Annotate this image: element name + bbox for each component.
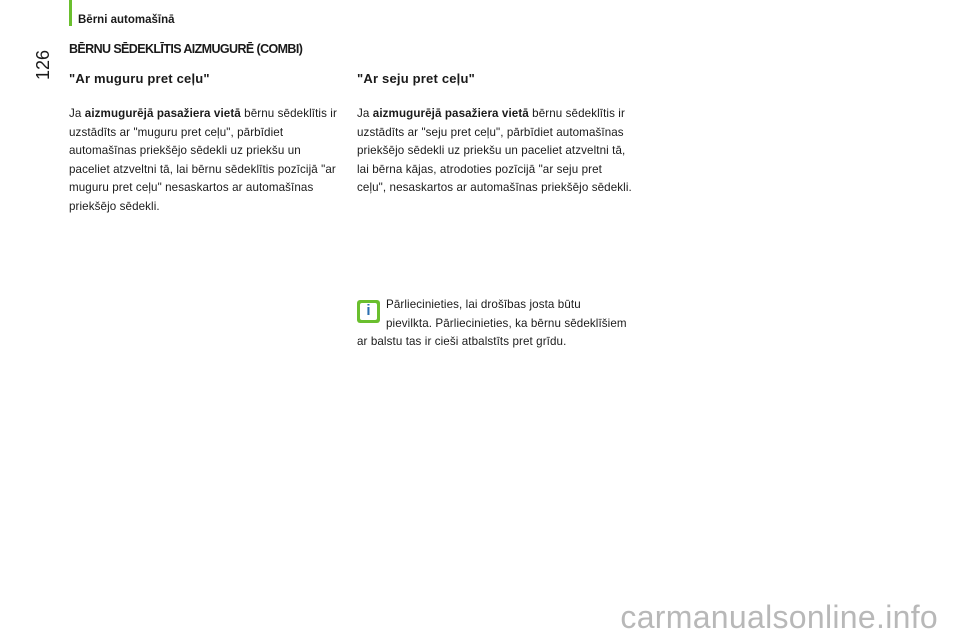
page-number: 126 <box>33 49 53 81</box>
forward-facing-heading: "Ar seju pret ceļu" <box>357 71 475 86</box>
info-text: Pārliecinieties, lai drošības josta būtu pievilkta. Pārliecinieties, ka bērnu sēdeklīšiem ar balstu tas ir cieši atbalstīts pret grīdu. <box>357 298 627 348</box>
section-title: BĒRNU SĒDEKLĪTIS AIZMUGURĒ (COMBI) <box>69 42 303 56</box>
info-icon-letter: i <box>360 303 377 320</box>
rear-facing-heading: "Ar muguru pret ceļu" <box>69 71 210 86</box>
rear-facing-bold: aizmugurējā pasažiera vietā <box>84 107 241 120</box>
chapter-title: Bērni automašīnā <box>78 14 175 26</box>
rear-facing-lead: Ja <box>69 107 85 120</box>
rear-facing-column <box>69 71 344 216</box>
info-icon <box>357 300 380 323</box>
forward-facing-lead: Ja <box>357 107 373 120</box>
rear-facing-rest: bērnu sēdeklītis ir uzstādīts ar "muguru pret ceļu", pārbīdiet automašīnas priekšējo sēdekli uz priekšu un paceliet atzveltni tā, lai bērnu sēdeklītis pozīcijā "ar muguru pret ceļu" nesaskartos ar automašīnas priekšējo sēdekli. <box>69 107 337 213</box>
forward-facing-paragraph <box>357 105 632 198</box>
forward-facing-bold: aizmugurējā pasažiera vietā <box>372 107 529 120</box>
rear-facing-paragraph <box>69 105 344 216</box>
info-note <box>357 296 627 352</box>
forward-facing-column <box>357 71 632 198</box>
watermark: carmanualsonline.info <box>620 599 938 635</box>
chapter-accent-bar <box>69 0 72 26</box>
forward-facing-rest: bērnu sēdeklītis ir uzstādīts ar "seju pret ceļu", pārbīdiet automašīnas priekšējo sēdekli uz priekšu un paceliet atzveltni tā, lai bērna kājas, atrodoties pozīcijā "ar seju pret ceļu", nesaskartos ar automašīnas priekšējo sēdekli. <box>357 107 632 194</box>
